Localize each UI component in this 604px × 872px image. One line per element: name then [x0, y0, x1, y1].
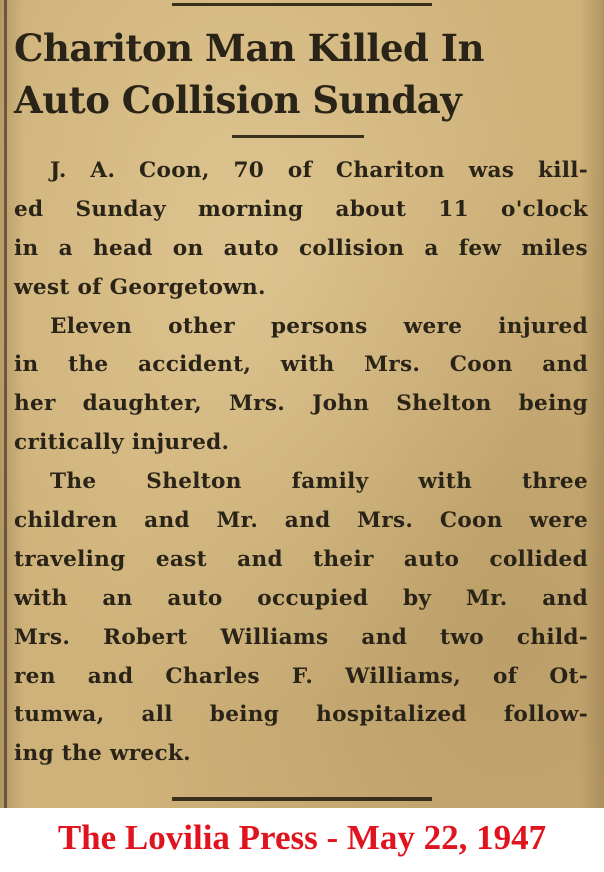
article-line: ren and Charles F. Williams, of Ot-: [14, 663, 588, 689]
bottom-rule: [172, 797, 432, 801]
article-line: with an auto occupied by Mr. and: [14, 585, 588, 611]
article-body: [14, 152, 588, 774]
top-rule: [172, 3, 432, 6]
article-line: The Shelton family with three: [50, 469, 588, 495]
article-line: critically injured.: [14, 430, 230, 456]
article-line: her daughter, Mrs. John Shelton being: [14, 391, 588, 417]
article-line: J. A. Coon, 70 of Chariton was kill-: [50, 158, 588, 183]
headline-line-2: Auto Collision Sunday: [14, 78, 462, 122]
column-border: [4, 0, 7, 808]
article-line: in the accident, with Mrs. Coon and: [14, 352, 588, 378]
article-line: children and Mr. and Mrs. Coon were: [14, 508, 588, 534]
article-line: Eleven other persons were injured: [50, 313, 588, 339]
headline: [14, 22, 594, 126]
article-line: in a head on auto collision a few miles: [14, 235, 588, 261]
article-line: Mrs. Robert Williams and two child-: [14, 624, 588, 650]
article-line: traveling east and their auto collided: [14, 546, 588, 572]
article-line: ed Sunday morning about 11 o'clock: [14, 196, 588, 222]
article-line: west of Georgetown.: [14, 274, 266, 300]
article-line: tumwa, all being hospitalized follow-: [14, 702, 588, 728]
headline-rule: [232, 135, 364, 138]
article-line: ing the wreck.: [14, 741, 191, 767]
headline-line-1: Chariton Man Killed In: [14, 26, 484, 70]
source-caption: The Lovilia Press - May 22, 1947: [57, 818, 547, 857]
